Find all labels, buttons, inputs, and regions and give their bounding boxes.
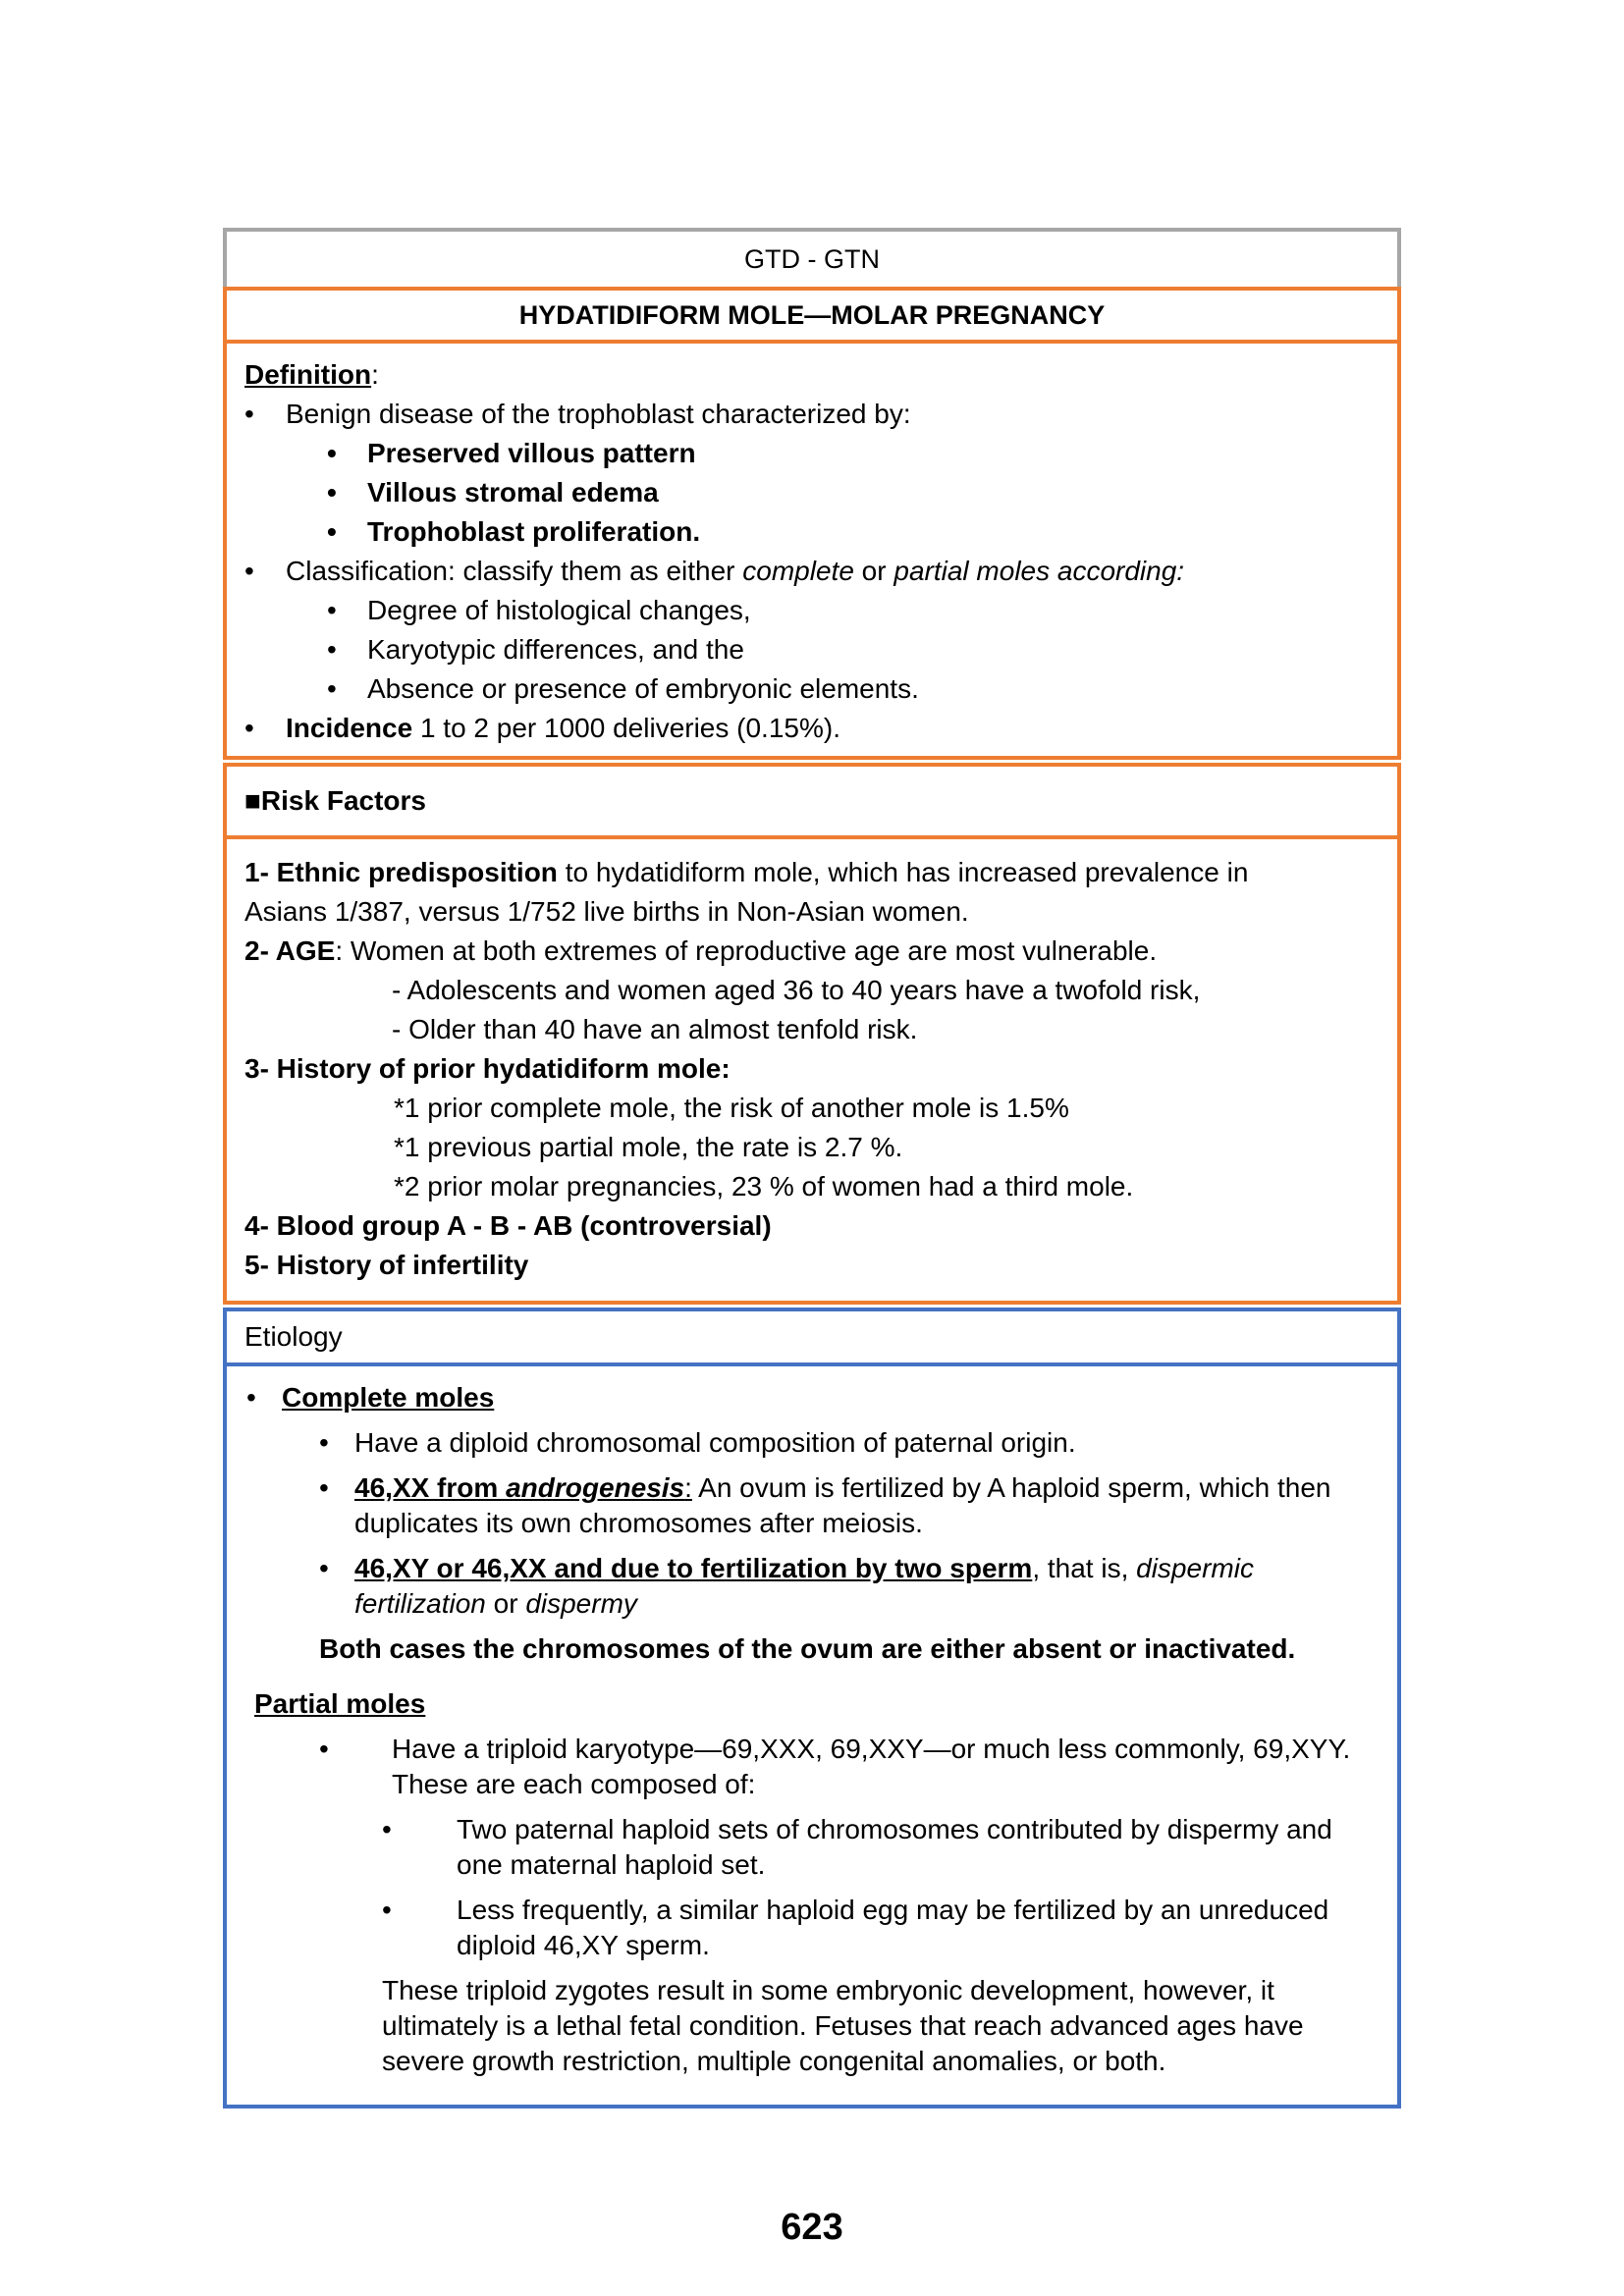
bullet-icon: • [327,673,337,704]
bullet-icon: • [382,1814,392,1844]
partial-moles-note: These triploid zygotes result in some embryonic development, however, it ultimately is a lethal fetal condition. Fetuses that reach advanced ages have severe growth restriction, multiple congenital anomalies, or both. [382,1975,1304,2076]
risk-factors-section [223,839,1401,1305]
risk-factor-3: 3- History of prior hydatidiform mole: [244,1053,731,1084]
risk-factor-1: 1- Ethnic predisposition to hydatidiform mole, which has increased prevalence in [244,857,1249,887]
section-header-box [223,228,1401,287]
criteria-item: • Degree of histological changes, [244,591,1380,630]
bullet-icon: • [319,1472,329,1503]
risk-factor-3-sub: *2 prior molar pregnancies, 23 % of women had a third mole. [394,1171,1134,1201]
bullet-icon: • [319,1734,329,1764]
bullet-icon: • [244,399,254,429]
section-title: GTD - GTN [744,243,880,274]
risk-factor-2-sub: - Older than 40 have an almost tenfold risk. [392,1014,918,1044]
partial-moles-title: Partial moles [254,1688,426,1719]
bullet-icon: • [244,556,254,586]
risk-factors-heading: ■ Risk Factors [223,763,1401,839]
page-title-box [223,287,1401,344]
bullet-icon: • [327,438,337,468]
bullet-icon: • [319,1427,329,1458]
definition-item: • Benign disease of the trophoblast characterized by: [244,395,1380,434]
page-title: HYDATIDIFORM MOLE—MOLAR PREGNANCY [518,299,1106,330]
bullet-icon: • [244,713,254,743]
definition-section [223,344,1401,760]
classification-item: • Classification: classify them as either complete or partial moles according: [244,552,1380,591]
complete-moles-note: Both cases the chromosomes of the ovum are either absent or inactivated. [319,1633,1296,1664]
bullet-icon: • [319,1553,329,1583]
risk-factor-4: 4- Blood group A - B - AB (controversial) [244,1210,772,1241]
etiology-section [223,1366,1401,2109]
criteria-item: • Absence or presence of embryonic elements. [244,669,1380,709]
criteria-item: • Karyotypic differences, and the [244,630,1380,669]
partial-mole-item: • Have a triploid karyotype—69,XXX, 69,XXY—or much less commonly, 69,XYY. These are each composed of: [319,1734,1351,1799]
definition-heading: Definition: [244,359,379,390]
feature-item: • Preserved villous pattern [244,434,1380,473]
complete-mole-item: • 46,XX from androgenesis: An ovum is fertilized by A haploid sperm, which then duplicates its own chromosomes after meiosis. [319,1472,1331,1538]
risk-factor-2-sub: - Adolescents and women aged 36 to 40 years have a twofold risk, [392,975,1201,1005]
page-number: 623 [781,2207,843,2248]
bullet-icon: • [327,595,337,625]
complete-mole-item: • Have a diploid chromosomal composition of paternal origin. [244,1425,1380,1461]
incidence-item: • Incidence 1 to 2 per 1000 deliveries (0.15%). [244,709,1380,748]
risk-factor-5: 5- History of infertility [244,1250,529,1280]
risk-factor-3-sub: *1 previous partial mole, the rate is 2.7 %. [394,1132,903,1162]
bullet-icon: • [327,477,337,507]
feature-item: • Villous stromal edema [244,473,1380,512]
complete-moles-title: • Complete moles [244,1380,1380,1415]
bullet-icon: • [327,634,337,665]
partial-mole-subitem: • Less frequently, a similar haploid egg may be fertilized by an unreduced diploid 46,XY sperm. [382,1895,1329,1960]
complete-mole-item: • 46,XY or 46,XX and due to fertilization by two sperm, that is, dispermic fertilization or dispermy [319,1553,1254,1619]
feature-item: • Trophoblast proliferation. [244,512,1380,552]
risk-factor-1-cont: Asians 1/387, versus 1/752 live births in Non-Asian women. [244,896,969,927]
bullet-icon: • [327,516,337,547]
risk-factor-3-sub: *1 prior complete mole, the risk of another mole is 1.5% [394,1093,1069,1123]
risk-factor-2: 2- AGE: Women at both extremes of reproductive age are most vulnerable. [244,935,1158,966]
etiology-heading: Etiology [223,1308,1401,1366]
document-page [223,228,1401,2109]
square-bullet-icon: ■ [244,785,261,816]
bullet-icon: • [246,1382,256,1413]
bullet-icon: • [382,1895,392,1925]
partial-mole-subitem: • Two paternal haploid sets of chromosomes contributed by dispermy and one maternal haploid set. [382,1814,1332,1880]
